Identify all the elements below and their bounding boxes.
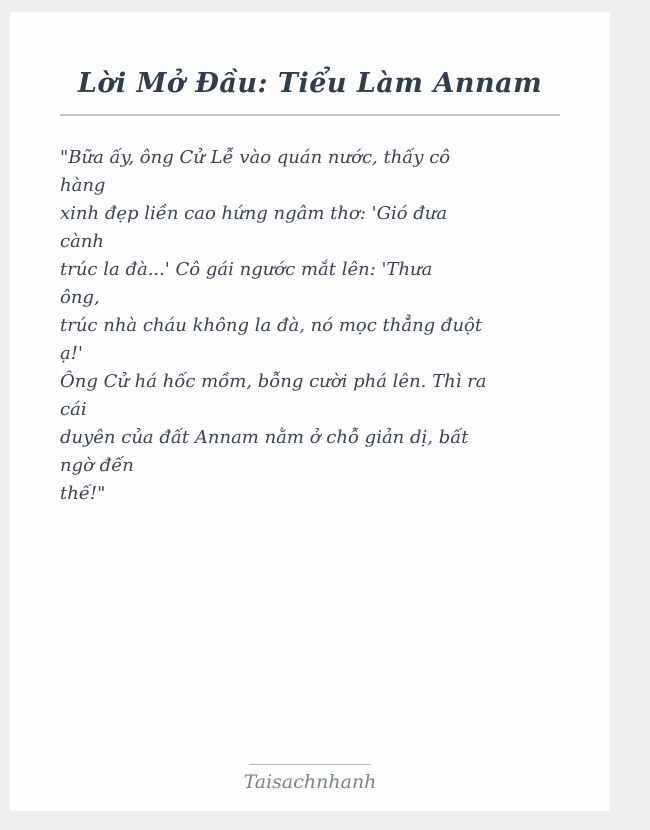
body-line: ông, (60, 287, 100, 308)
body-line: trúc la đà...' Cô gái ngước mắt lên: 'Thưa (60, 259, 433, 280)
body-line: cái (60, 399, 87, 420)
body-text (60, 144, 560, 508)
body-line: ngờ đến (60, 455, 134, 476)
body-line: hàng (60, 175, 106, 196)
body-line: ạ!' (60, 343, 83, 364)
document-page (10, 12, 610, 811)
page-title: Lời Mở Đầu: Tiểu Làm Annam (77, 68, 543, 99)
page-footer (10, 764, 610, 793)
body-line: "Bữa ấy, ông Cử Lễ vào quán nước, thấy cô (60, 147, 451, 168)
body-line: xinh đẹp liền cao hứng ngâm thơ: 'Gió đưa (60, 203, 448, 224)
body-line: duyên của đất Annam nằm ở chỗ giản dị, bất (60, 427, 469, 448)
footer-brand: Taisachnhanh (243, 771, 377, 793)
body-line: Ông Cử há hốc mồm, bỗng cười phá lên. Thì ra (60, 371, 487, 392)
body-line: trúc nhà cháu không la đà, nó mọc thẳng đuột (60, 315, 483, 336)
footer-divider (249, 764, 371, 765)
body-line: thế!" (60, 483, 106, 504)
body-line: cành (60, 231, 104, 252)
title-divider (60, 114, 560, 116)
